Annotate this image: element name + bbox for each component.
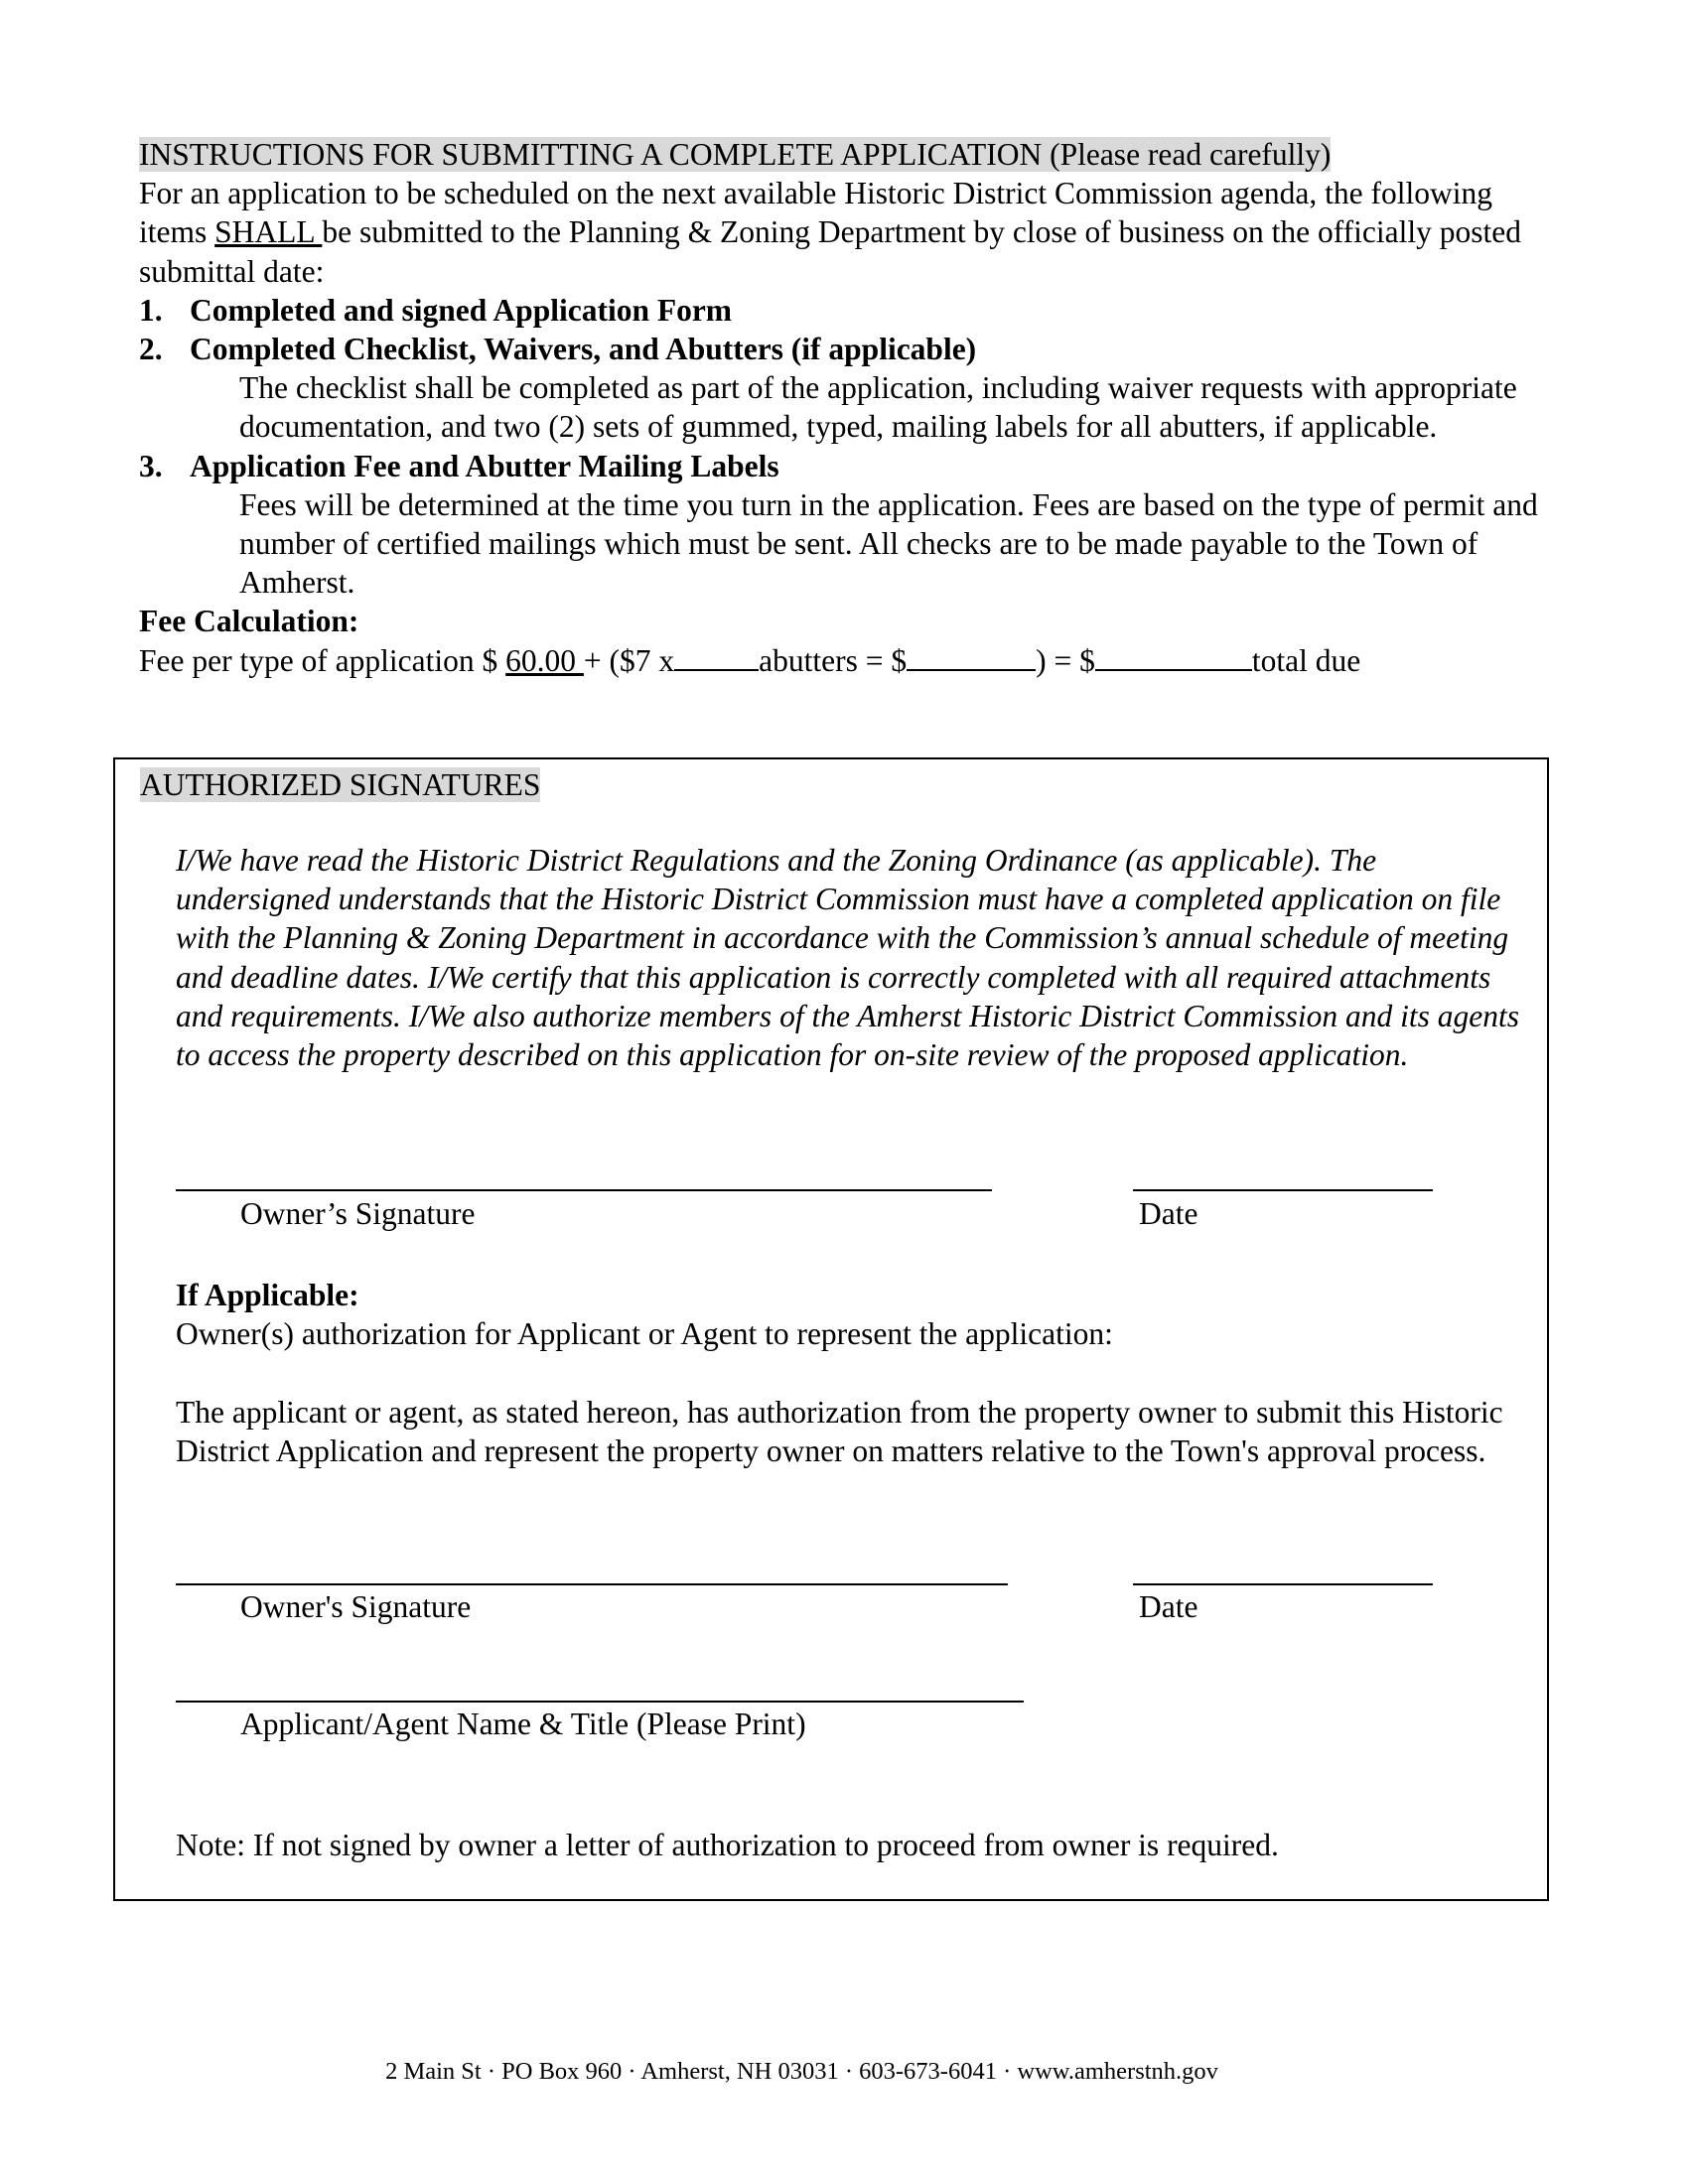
total-due-field[interactable] bbox=[1095, 643, 1252, 671]
footer-address: 2 Main St · PO Box 960 · Amherst, NH 03031 · 603-673-6041 · www.amherstnh.gov bbox=[385, 2058, 1218, 2085]
instructions-section bbox=[139, 135, 1549, 680]
intro-text-after: be submitted to the Planning & Zoning Department by close of business on the officially posted submittal date: bbox=[139, 214, 1521, 289]
item-description: The checklist shall be completed as part of the application, including waiver requests with appropriate documentation, and two (2) sets of gummed, typed, mailing labels for all abutters, if applicable. bbox=[239, 370, 1517, 445]
instructions-heading-text: INSTRUCTIONS FOR SUBMITTING A COMPLETE APPLICATION (Please read carefully) bbox=[139, 137, 1332, 172]
required-item-2 bbox=[139, 330, 1549, 368]
if-applicable-heading: If Applicable: bbox=[176, 1278, 359, 1312]
fee-equals: ) = $ bbox=[1036, 642, 1095, 678]
fee-amount: 60.00 bbox=[505, 642, 584, 678]
item-number: 1. bbox=[139, 292, 163, 328]
instructions-heading bbox=[139, 135, 1549, 174]
required-item-1 bbox=[139, 291, 1549, 330]
authorized-signatures-title bbox=[140, 765, 540, 804]
item-number: 2. bbox=[139, 332, 163, 367]
authorization-note: Note: If not signed by owner a letter of authorization to proceed from owner is required. bbox=[176, 1828, 1279, 1862]
authorized-signatures-title-text: AUTHORIZED SIGNATURES bbox=[140, 767, 541, 802]
intro-text-before: For an application to be scheduled on the next available Historic District Commission agenda, the following items bbox=[139, 176, 1492, 250]
owner-authorization-text: Owner(s) authorization for Applicant or Agent to represent the application: bbox=[176, 1316, 1113, 1351]
required-item-3 bbox=[139, 447, 1549, 485]
fee-abutters-label: abutters = $ bbox=[759, 642, 908, 678]
item-title: Completed Checklist, Waivers, and Abutters (if applicable) bbox=[190, 332, 977, 367]
fee-calculation-heading: Fee Calculation: bbox=[139, 604, 359, 639]
abutters-count-field[interactable] bbox=[674, 643, 759, 671]
owner-date-label: Date bbox=[1139, 1196, 1198, 1231]
fee-prefix: Fee per type of application $ bbox=[139, 642, 506, 678]
authorized-signatures-box bbox=[113, 757, 1549, 1901]
fee-calculation-line bbox=[139, 641, 1549, 680]
applicant-authorization-statement: The applicant or agent, as stated hereon, has authorization from the property owner to submit this Historic District Application and represent the property owner on matters relative to the Town's approval process. bbox=[176, 1395, 1503, 1469]
item-title: Application Fee and Abutter Mailing Labels bbox=[190, 448, 779, 483]
certification-statement: I/We have read the Historic District Regulations and the Zoning Ordinance (as applicable). The undersigned understands that the Historic District Commission must have a completed application on file with the Planning & Zoning Department in accordance with the Commission’s annual schedule of meeting and deadline dates. I/We certify that this application is correctly completed with all required attachments and requirements. I/We also authorize members of the Amherst Historic District Commission and its agents to access the property described on this application for on-site review of the proposed application. bbox=[176, 843, 1520, 1073]
intro-emphasis: SHALL bbox=[214, 214, 323, 250]
abutters-fee-field[interactable] bbox=[907, 643, 1036, 671]
item-description: Fees will be determined at the time you turn in the application. Fees are based on the type of permit and number of certified mailings which must be sent. All checks are to be made payable to the Town of Amherst. bbox=[239, 486, 1538, 601]
owner-signature-line[interactable] bbox=[176, 1189, 992, 1191]
item-number: 3. bbox=[139, 448, 163, 483]
owner-signature-label: Owner’s Signature bbox=[240, 1196, 476, 1231]
item-title: Completed and signed Application Form bbox=[190, 292, 733, 328]
fee-total-label: total due bbox=[1251, 642, 1361, 678]
instructions-intro bbox=[139, 174, 1549, 291]
owner-date-line-2[interactable] bbox=[1133, 1583, 1433, 1585]
applicant-name-label: Applicant/Agent Name & Title (Please Print) bbox=[240, 1706, 806, 1741]
applicant-name-line[interactable] bbox=[176, 1701, 1024, 1703]
fee-multiplier: + ($7 x bbox=[583, 642, 675, 678]
owner-signature-line-2[interactable] bbox=[176, 1583, 1008, 1585]
owner-date-line[interactable] bbox=[1133, 1189, 1433, 1191]
owner-date-label-2: Date bbox=[1139, 1589, 1198, 1624]
owner-signature-label-2: Owner's Signature bbox=[240, 1589, 472, 1624]
